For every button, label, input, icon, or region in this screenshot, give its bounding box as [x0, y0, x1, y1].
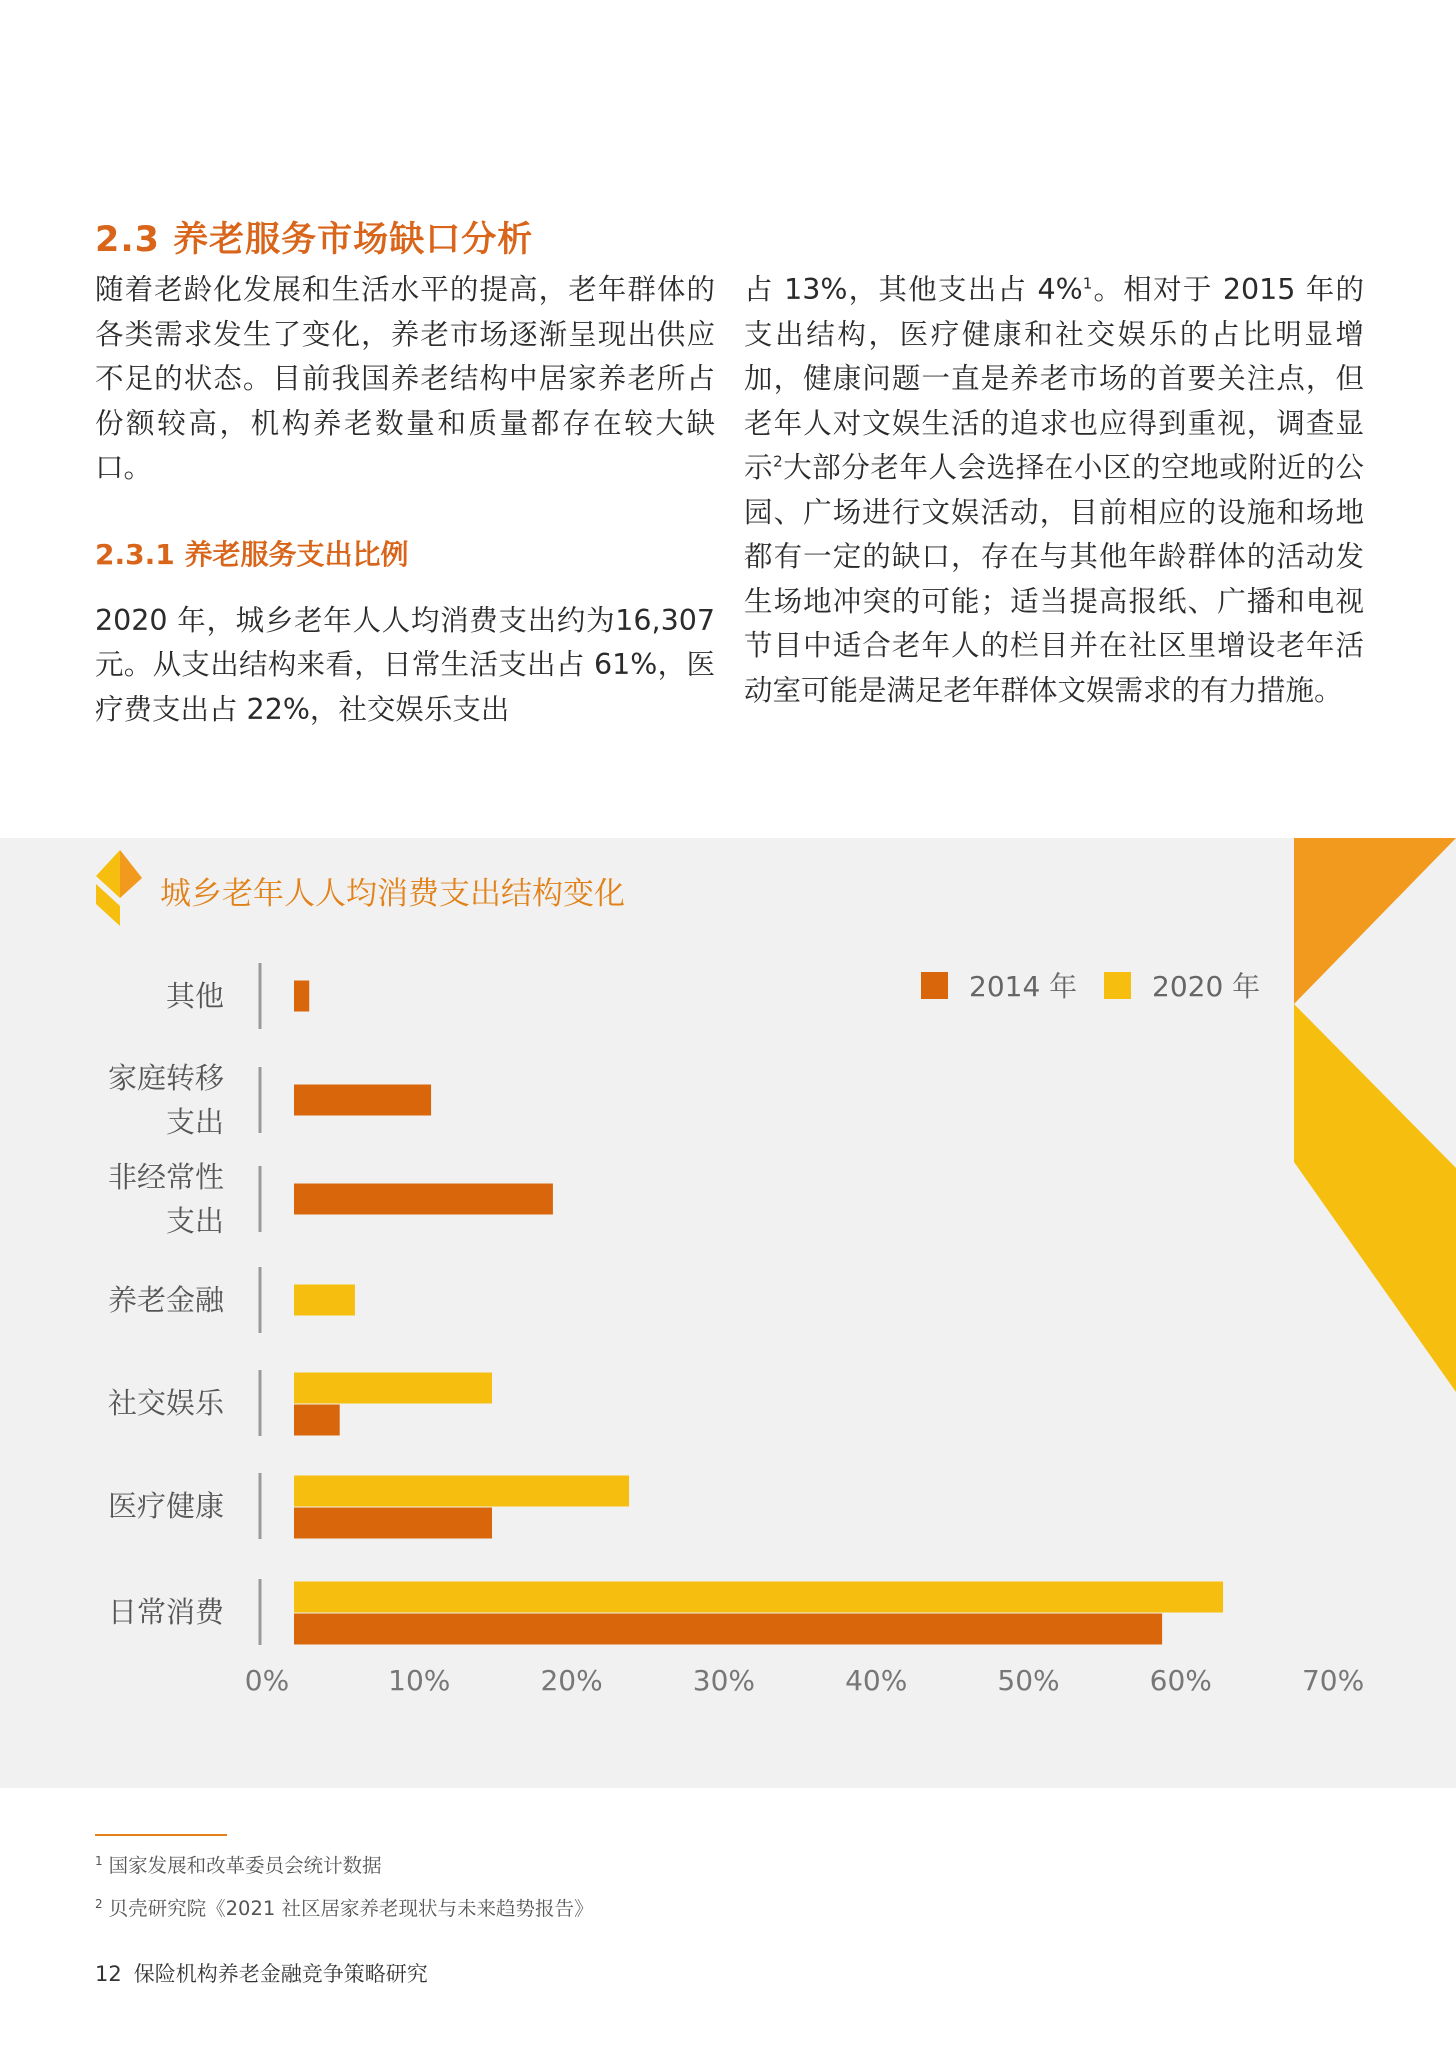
category-label: 家庭转移支出: [107, 1061, 224, 1139]
bar-2020: [294, 1582, 1223, 1613]
footnote-divider: [95, 1834, 227, 1836]
x-tick-label: 30%: [692, 1664, 756, 1697]
legend-label: 2014 年: [969, 970, 1078, 1003]
bar-chart: [0, 838, 1456, 1788]
x-tick-label: 70%: [1301, 1664, 1365, 1697]
bar-2020: [294, 1373, 492, 1404]
x-tick-label: 50%: [997, 1664, 1060, 1697]
legend-label: 2020 年: [1152, 970, 1261, 1003]
footnote-ref-1: 1: [1082, 274, 1093, 293]
analysis-text-a: 占 13%，其他支出占 4%: [744, 273, 1083, 306]
bar-2014: [294, 1184, 553, 1215]
page-footer: [95, 1958, 428, 1988]
legend-swatch: [1104, 972, 1131, 999]
category-label: 其他: [165, 979, 224, 1013]
decoration-right: [1294, 838, 1456, 1392]
category-labels: [108, 979, 225, 1629]
x-tick-label: 60%: [1149, 1664, 1212, 1697]
document-title: 保险机构养老金融竞争策略研究: [133, 1962, 428, 1986]
orange-triangle-deco: [1294, 838, 1456, 1004]
page-number: 12: [95, 1962, 122, 1986]
analysis-text-c: 大部分老年人会选择在小区的空地或附近的公园、广场进行文娱活动，目前相应的设施和场地都有一定的缺口，存在与其他年龄群体的活动发生场地冲突的可能；适当提高报纸、广播和电视节目中适合老年人的栏目并在社区里增设老年活动室可能是满足老年群体文娱需求的有力措施。: [744, 451, 1364, 707]
analysis-paragraph: [744, 268, 1364, 713]
legend-swatch: [921, 972, 948, 999]
bar-2014: [294, 1508, 492, 1539]
footnote-text: 贝壳研究院《2021 社区居家养老现状与未来趋势报告》: [108, 1897, 594, 1920]
bar-2014: [294, 981, 309, 1012]
footnote-1: [95, 1850, 382, 1878]
footnote-mark: 2: [95, 1896, 103, 1911]
footnote-2: [95, 1893, 593, 1921]
category-label: 养老金融: [107, 1283, 224, 1317]
bar-2014: [294, 1405, 340, 1436]
bar-2014: [294, 1085, 431, 1116]
chart-title-icon: [96, 850, 142, 926]
bar-2014: [294, 1614, 1162, 1645]
footnote-text: 国家发展和改革委员会统计数据: [108, 1854, 382, 1877]
x-tick-label: 10%: [388, 1664, 451, 1697]
right-column: [744, 268, 1364, 713]
spending-paragraph: 2020 年，城乡老年人人均消费支出约为16,307 元。从支出结构来看，日常生活支出占 61%，医疗费支出占 22%，社交娱乐支出: [95, 603, 715, 726]
category-label: 非经常性支出: [107, 1160, 224, 1238]
footnote-ref-2: 2: [773, 452, 783, 471]
left-column: [95, 268, 715, 732]
x-axis-ticks: [245, 1664, 1364, 1697]
chart-panel: [0, 838, 1456, 1788]
category-label: 社交娱乐: [107, 1386, 224, 1420]
x-tick-label: 0%: [244, 1664, 290, 1697]
analysis-text-b: 。相对于 2015 年的支出结构，医疗健康和社交娱乐的占比明显增加，健康问题一直是养老市场的首要关注点，但老年人对文娱生活的追求也应得到重视，调查显示: [744, 273, 1364, 484]
chart-legend: [921, 970, 1260, 1003]
intro-paragraph: 随着老龄化发展和生活水平的提高，老年群体的各类需求发生了变化，养老市场逐渐呈现出供应不足的状态。目前我国养老结构中居家养老所占份额较高，机构养老数量和质量都存在较大缺口。: [95, 273, 715, 484]
chart-title: 城乡老年人人均消费支出结构变化: [160, 876, 625, 912]
x-tick-label: 40%: [845, 1664, 908, 1697]
x-tick-label: 20%: [540, 1664, 603, 1697]
bar-2020: [294, 1285, 355, 1316]
yellow-shape-deco: [1294, 1004, 1456, 1392]
section-title: 2.3 养老服务市场缺口分析: [95, 220, 534, 260]
bar-2020: [294, 1476, 629, 1507]
subsection-title: 2.3.1 养老服务支出比例: [95, 537, 409, 571]
category-label: 医疗健康: [107, 1489, 224, 1523]
category-label: 日常消费: [107, 1595, 224, 1629]
footnote-mark: 1: [95, 1853, 103, 1868]
bars: [294, 981, 1223, 1645]
